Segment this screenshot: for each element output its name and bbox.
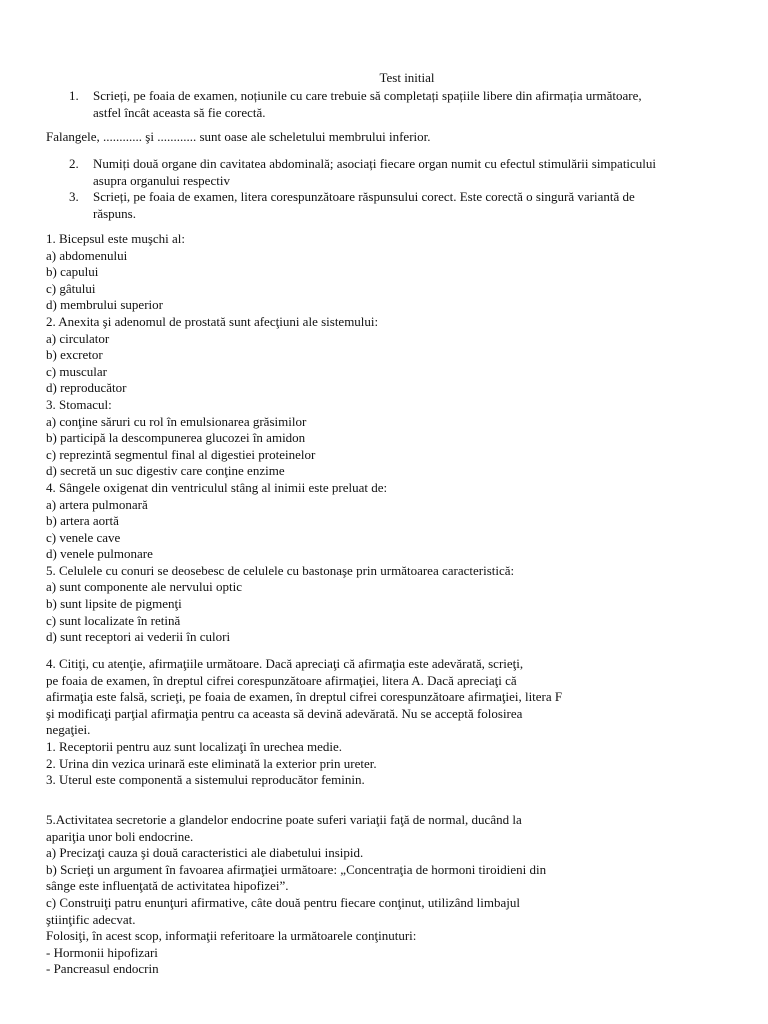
section5-line: c) Construiţi patru enunţuri afirmative, câte două pentru fiecare conţinut, utilizând limbajul xyxy=(46,894,520,910)
mcq-line: d) secretă un suc digestiv care conţine enzime xyxy=(46,463,285,479)
section4-line: pe foaia de examen, în dreptul cifrei corespunzătoare afirmaţiei, litera A. Dacă apreciaţi că xyxy=(46,672,517,688)
question-line: Scrieți, pe foaia de examen, noțiunile cu care trebuie să completați spațiile libere din afirmația următoare, xyxy=(93,88,642,103)
question-text xyxy=(93,189,729,222)
question-number: 3. xyxy=(69,189,79,204)
section4-line: negaţiei. xyxy=(46,722,91,738)
section5-line: - Pancreasul endocrin xyxy=(46,961,159,977)
section5-line: apariţia unor boli endocrine. xyxy=(46,828,194,844)
mcq-line: b) artera aortă xyxy=(46,513,119,529)
mcq-line: 2. Anexita şi adenomul de prostată sunt afecţiuni ale sistemului: xyxy=(46,313,379,329)
question-number: 2. xyxy=(69,156,79,171)
section4-line: 1. Receptorii pentru auz sunt localizaţi în urechea medie. xyxy=(46,738,342,754)
question-text xyxy=(93,88,729,121)
mcq-line: d) sunt receptori ai vederii în culori xyxy=(46,629,231,645)
section4-line: 2. Urina din vezica urinară este eliminată la exterior prin ureter. xyxy=(46,755,377,771)
mcq-line: 5. Celulele cu conuri se deosebesc de celulele cu bastonaşe prin următoarea caracteristică: xyxy=(46,562,515,578)
section5-line: ştiinţific adecvat. xyxy=(46,911,136,927)
mcq-line: d) reproducător xyxy=(46,380,127,396)
mcq-line: a) artera pulmonară xyxy=(46,496,148,512)
mcq-line: c) muscular xyxy=(46,363,108,379)
section5-line: sânge este influenţată de activitatea hipofizei”. xyxy=(46,878,289,894)
page-title: Test initial xyxy=(379,70,435,85)
question-3 xyxy=(69,189,729,222)
endocrine-section xyxy=(46,812,726,978)
mcq-line: b) participă la descompunerea glucozei în amidon xyxy=(46,430,306,446)
question-2 xyxy=(69,156,729,189)
section5-line: 5.Activitatea secretorie a glandelor endocrine poate suferi variaţii faţă de normal, ducând la xyxy=(46,812,522,827)
question-line: astfel încât aceasta să fie corectă. xyxy=(93,104,266,120)
section4-line: 4. Citiţi, cu atenţie, afirmaţiile următoare. Dacă apreciaţi că afirmaţia este adevărată, scrieţi, xyxy=(46,656,524,671)
mcq-line: a) conţine săruri cu rol în emulsionarea grăsimilor xyxy=(46,413,307,429)
mcq-line: a) circulator xyxy=(46,330,110,346)
question-1 xyxy=(69,88,729,121)
section5-line: - Hormonii hipofizari xyxy=(46,944,158,960)
mcq-line: 3. Stomacul: xyxy=(46,396,112,412)
section5-line: a) Precizaţi cauza şi două caracteristici ale diabetului insipid. xyxy=(46,845,364,861)
section4-line: afirmaţia este falsă, scrieţi, pe foaia de examen, în dreptul cifrei corespunzătoare afirmaţiei, litera F xyxy=(46,689,563,705)
mcq-line: 1. Bicepsul este muşchi al: xyxy=(46,231,186,246)
section5-line: Folosiţi, în acest scop, informaţii referitoare la următoarele conţinuturi: xyxy=(46,928,417,944)
question-line: Numiți două organe din cavitatea abdominală; asociați fiecare organ numit cu efectul stimulării simpaticului xyxy=(93,156,657,171)
mcq-line: d) membrului superior xyxy=(46,297,163,313)
true-false-section xyxy=(46,656,726,789)
multiple-choice-section xyxy=(46,231,726,646)
section4-line: 3. Uterul este componentă a sistemului reproducător feminin. xyxy=(46,772,365,788)
mcq-line: 4. Sângele oxigenat din ventriculul stâng al inimii este preluat de: xyxy=(46,479,388,495)
fill-in-sentence: Falangele, ............ şi ............ sunt oase ale scheletului membrului inferior. xyxy=(46,129,431,144)
question-number: 1. xyxy=(69,88,79,103)
mcq-line: a) sunt componente ale nervului optic xyxy=(46,579,243,595)
section5-line: b) Scrieţi un argument în favoarea afirmaţiei următoare: „Concentraţia de hormoni tiroidieni din xyxy=(46,861,547,877)
mcq-line: c) sunt localizate în retină xyxy=(46,612,181,628)
mcq-line: b) sunt lipsite de pigmenţi xyxy=(46,596,182,612)
mcq-line: c) venele cave xyxy=(46,529,121,545)
mcq-line: c) gâtului xyxy=(46,280,96,296)
question-line: Scrieți, pe foaia de examen, litera corespunzătoare răspunsului corect. Este corectă o singură variantă de xyxy=(93,189,635,204)
mcq-line: b) excretor xyxy=(46,347,103,363)
mcq-line: c) reprezintă segmentul final al digestiei proteinelor xyxy=(46,446,316,462)
section4-line: şi modificaţi parţial afirmaţia pentru ca aceasta să devină adevărată. Nu se acceptă folosirea xyxy=(46,705,523,721)
mcq-line: d) venele pulmonare xyxy=(46,546,153,562)
mcq-line: a) abdomenului xyxy=(46,247,128,263)
question-text xyxy=(93,156,729,189)
question-line: asupra organului respectiv xyxy=(93,172,230,188)
mcq-line: b) capului xyxy=(46,264,99,280)
question-line: răspuns. xyxy=(93,205,136,221)
